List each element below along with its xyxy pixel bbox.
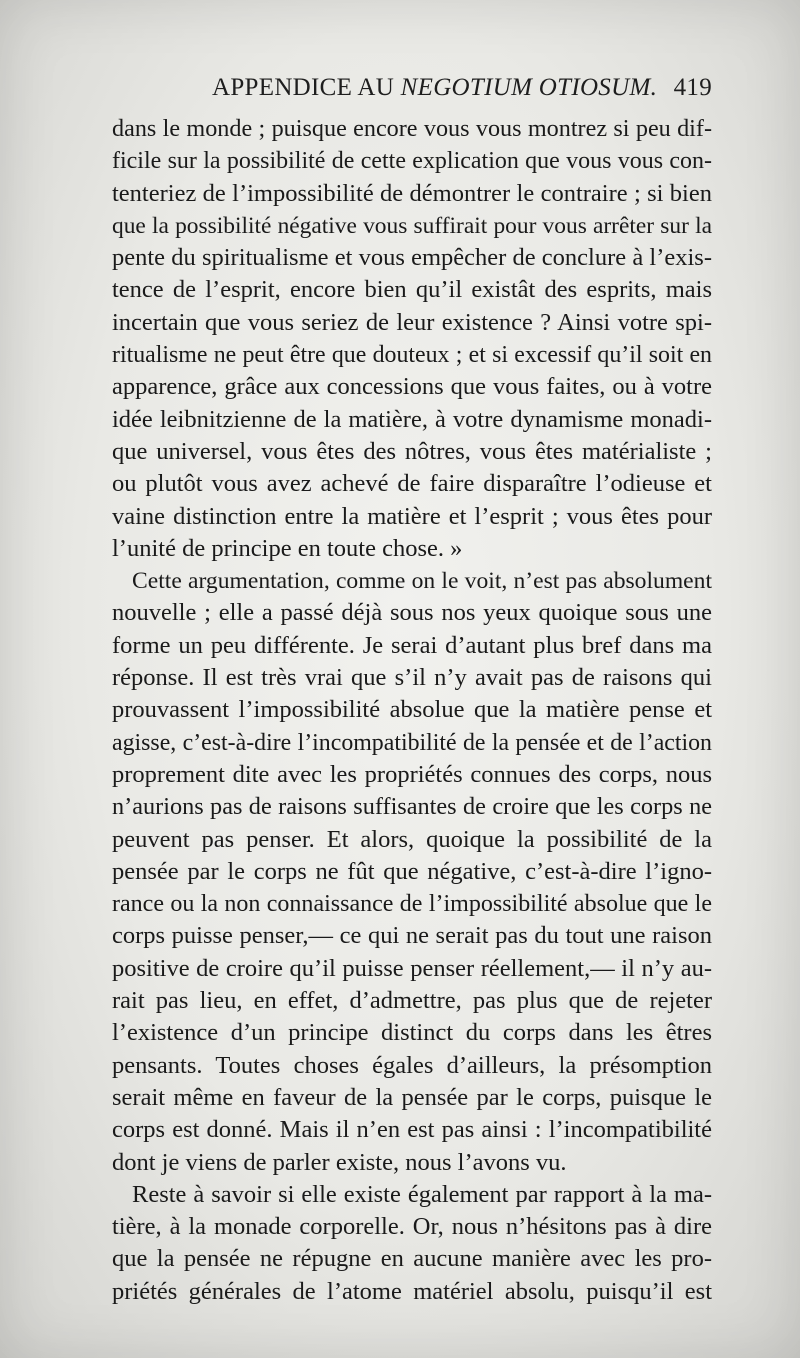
text-line: ritualisme ne peut être que douteux ; et si excessif qu’il soit en xyxy=(112,342,712,369)
text-line: pente du spiritualisme et vous empêcher de conclure à l’exis- xyxy=(112,244,712,272)
text-line: que la possibilité négative vous suffirait pour vous arrêter sur la xyxy=(112,212,712,239)
text-line: proprement dite avec les propriétés connues des corps, nous xyxy=(112,760,712,788)
text-line: forme un peu différente. Je serai d’autant plus bref dans ma xyxy=(112,631,712,659)
text-line: ficile sur la possibilité de cette explication que vous vous con- xyxy=(112,148,712,175)
text-line: ou plutôt vous avez achevé de faire disparaître l’odieuse et xyxy=(112,470,712,498)
text-line: que la pensée ne répugne en aucune manière avec les pro- xyxy=(112,1245,712,1273)
text-line: rance ou la non connaissance de l’impossibilité absolue que le xyxy=(112,891,712,918)
text-line: incertain que vous seriez de leur existence ? Ainsi votre spi- xyxy=(112,308,712,336)
text-line: que universel, vous êtes des nôtres, vous êtes matérialiste ; xyxy=(112,437,712,465)
text-line: tière, à la monade corporelle. Or, nous n’hésitons pas à dire xyxy=(112,1213,712,1241)
running-head xyxy=(112,74,712,110)
text-line: l’unité de principe en toute chose. » xyxy=(112,534,463,562)
text-line: dans le monde ; puisque encore vous vous montrez si peu dif- xyxy=(112,115,712,142)
text-line: positive de croire qu’il puisse penser réellement,— il n’y au- xyxy=(112,954,712,982)
running-head-title-prefix: APPENDICE AU xyxy=(212,74,401,101)
text-line: n’aurions pas de raisons suffisantes de croire que les corps ne xyxy=(112,793,712,821)
body-text xyxy=(112,113,712,1308)
text-line: réponse. Il est très vrai que s’il n’y avait pas de raisons qui xyxy=(112,664,712,692)
text-line: corps puisse penser,— ce qui ne serait pas du tout une raison xyxy=(112,922,712,950)
text-line: pensants. Toutes choses égales d’ailleurs, la présomption xyxy=(112,1051,712,1079)
text-line: vaine distinction entre la matière et l’esprit ; vous êtes pour xyxy=(112,502,712,530)
text-line: serait même en faveur de la pensée par le corps, puisque le xyxy=(112,1083,712,1111)
text-line: priétés générales de l’atome matériel absolu, puisqu’il est xyxy=(112,1277,712,1305)
running-head-title-italic: NEGOTIUM OTIOSUM. xyxy=(400,74,658,101)
page-number: 419 xyxy=(673,74,712,101)
text-line: agisse, c’est-à-dire l’incompatibilité de la pensée et de l’action xyxy=(112,729,712,756)
text-line: nouvelle ; elle a passé déjà sous nos yeux quoique sous une xyxy=(112,599,712,627)
text-line: rait pas lieu, en effet, d’admettre, pas plus que de rejeter xyxy=(112,987,712,1015)
text-line: pensée par le corps ne fût que négative, c’est-à-dire l’igno- xyxy=(112,857,712,885)
text-line: idée leibnitzienne de la matière, à votre dynamisme monadi- xyxy=(112,405,712,433)
text-line: Cette argumentation, comme on le voit, n’est pas absolument xyxy=(132,568,712,595)
text-line: corps est donné. Mais il n’en est pas ainsi : l’incompatibilité xyxy=(112,1116,712,1144)
text-line: dont je viens de parler existe, nous l’avons vu. xyxy=(112,1148,567,1176)
running-head-title xyxy=(212,74,657,102)
text-line: Reste à savoir si elle existe également par rapport à la ma- xyxy=(132,1180,712,1208)
text-line: prouvassent l’impossibilité absolue que la matière pense et xyxy=(112,696,712,724)
text-line: tenteriez de l’impossibilité de démontrer le contraire ; si bien xyxy=(112,179,712,207)
text-line: tence de l’esprit, encore bien qu’il existât des esprits, mais xyxy=(112,276,712,304)
text-line: peuvent pas penser. Et alors, quoique la possibilité de la xyxy=(112,825,712,853)
text-line: l’existence d’un principe distinct du corps dans les êtres xyxy=(112,1019,712,1047)
text-line: apparence, grâce aux concessions que vous faites, ou à votre xyxy=(112,373,712,401)
